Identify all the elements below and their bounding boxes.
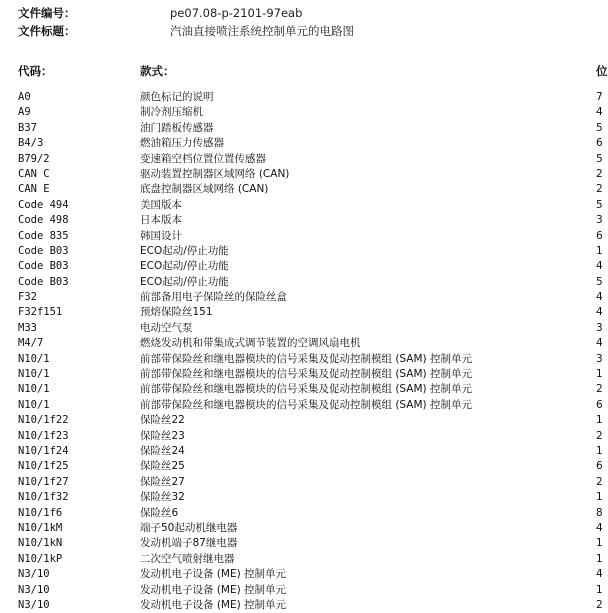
table-row	[0, 90, 603, 105]
row-code: N10/1	[18, 398, 50, 411]
table-row	[0, 152, 603, 167]
row-position: 2	[596, 429, 603, 442]
row-code: N10/1f22	[18, 414, 69, 427]
table-row	[0, 521, 603, 536]
row-code: N10/1f6	[18, 506, 63, 519]
row-description: 底盘控制器区域网络 (CAN)	[140, 183, 269, 196]
row-description: 发动机电子设备 (ME) 控制单元	[140, 583, 287, 596]
row-description: 预熔保险丝151	[140, 306, 213, 319]
row-description: 前部带保险丝和继电器模块的信号采集及促动控制模组 (SAM) 控制单元	[140, 352, 472, 365]
row-description: 前部带保险丝和继电器模块的信号采集及促动控制模组 (SAM) 控制单元	[140, 398, 472, 411]
doc-number-label: 文件编号：	[18, 6, 76, 20]
row-description: 保险丝6	[140, 506, 179, 519]
row-description: 韩国设计	[140, 229, 182, 242]
row-position: 3	[596, 352, 603, 365]
component-list	[0, 90, 603, 613]
row-code: B4/3	[18, 137, 44, 150]
table-row	[0, 321, 603, 336]
row-code: N10/1kM	[18, 521, 63, 534]
row-code: B37	[18, 121, 37, 134]
row-code: Code B03	[18, 244, 69, 257]
row-code: N3/10	[18, 583, 50, 596]
table-row	[0, 259, 603, 274]
table-row	[0, 229, 603, 244]
table-row	[0, 382, 603, 397]
table-row	[0, 305, 603, 320]
row-description: 电动空气泵	[140, 321, 193, 334]
row-description: 保险丝24	[140, 444, 185, 457]
row-code: M4/7	[18, 337, 44, 350]
row-code: Code 835	[18, 229, 69, 242]
table-row	[0, 290, 603, 305]
row-description: 油门踏板传感器	[140, 121, 214, 134]
row-position: 1	[596, 552, 603, 565]
row-description: 前部带保险丝和继电器模块的信号采集及促动控制模组 (SAM) 控制单元	[140, 383, 472, 396]
table-row	[0, 583, 603, 598]
row-description: 发动机电子设备 (ME) 控制单元	[140, 598, 287, 611]
doc-title-value: 汽油直接喷注系统控制单元的电路图	[170, 24, 354, 38]
row-description: 保险丝23	[140, 429, 185, 442]
row-description: 保险丝25	[140, 460, 185, 473]
row-description: 前部带保险丝和继电器模块的信号采集及促动控制模组 (SAM) 控制单元	[140, 368, 472, 381]
row-position: 1	[596, 244, 603, 257]
row-code: N10/1kP	[18, 552, 63, 565]
row-position: 1	[596, 414, 603, 427]
table-row	[0, 167, 603, 182]
row-description: 发动机端子87继电器	[140, 537, 238, 550]
row-code: CAN C	[18, 167, 50, 180]
row-description: 端子50起动机继电器	[140, 521, 238, 534]
row-position: 3	[596, 321, 603, 334]
row-description: 燃烧发动机和带集成式调节装置的空调风扇电机	[140, 337, 361, 350]
row-code: N3/10	[18, 598, 50, 611]
row-code: N10/1f25	[18, 460, 69, 473]
table-row	[0, 244, 603, 259]
row-code: Code 498	[18, 214, 69, 227]
table-row	[0, 136, 603, 151]
row-position: 5	[596, 121, 603, 134]
table-row	[0, 182, 603, 197]
column-header-position: 位	[596, 64, 608, 78]
row-description: ECO起动/停止功能	[140, 260, 229, 273]
row-position: 2	[596, 383, 603, 396]
row-code: F32	[18, 291, 37, 304]
table-row	[0, 429, 603, 444]
row-position: 2	[596, 183, 603, 196]
column-header-description: 款式：	[140, 64, 175, 78]
row-code: Code B03	[18, 260, 69, 273]
row-position: 4	[596, 260, 603, 273]
row-position: 4	[596, 306, 603, 319]
row-description: ECO起动/停止功能	[140, 275, 229, 288]
row-position: 6	[596, 229, 603, 242]
row-description: 颜色标记的说明	[140, 91, 214, 103]
row-position: 5	[596, 198, 603, 211]
row-position: 5	[596, 275, 603, 288]
table-row	[0, 367, 603, 382]
table-row	[0, 336, 603, 351]
row-code: Code B03	[18, 275, 69, 288]
row-code: B79/2	[18, 152, 50, 165]
row-description: 变速箱空档位置位置传感器	[140, 152, 266, 165]
row-code: F32f151	[18, 306, 63, 319]
row-position: 1	[596, 491, 603, 504]
row-code: N10/1f32	[18, 491, 69, 504]
row-description: 保险丝32	[140, 491, 185, 504]
row-position: 1	[596, 368, 603, 381]
row-description: 驱动装置控制器区域网络 (CAN)	[140, 167, 290, 180]
row-position: 4	[596, 106, 603, 119]
table-row	[0, 506, 603, 521]
row-position: 5	[596, 152, 603, 165]
row-position: 1	[596, 583, 603, 596]
row-position: 6	[596, 137, 603, 150]
table-row	[0, 398, 603, 413]
row-code: N10/1kN	[18, 537, 63, 550]
row-code: N10/1	[18, 383, 50, 396]
row-position: 7	[596, 91, 603, 103]
table-row	[0, 121, 603, 136]
row-description: 前部备用电子保险丝的保险丝盒	[140, 291, 287, 304]
table-row	[0, 105, 603, 120]
row-description: 保险丝27	[140, 475, 185, 488]
row-description: 制冷剂压缩机	[140, 106, 203, 119]
row-description: 发动机电子设备 (ME) 控制单元	[140, 568, 287, 581]
row-code: CAN E	[18, 183, 50, 196]
row-position: 6	[596, 460, 603, 473]
row-position: 1	[596, 444, 603, 457]
row-position: 4	[596, 291, 603, 304]
row-position: 2	[596, 167, 603, 180]
table-row	[0, 413, 603, 428]
row-description: 美国版本	[140, 198, 182, 211]
row-position: 8	[596, 506, 603, 519]
table-row	[0, 567, 603, 582]
table-row	[0, 352, 603, 367]
row-description: 保险丝22	[140, 414, 185, 427]
row-position: 1	[596, 537, 603, 550]
doc-number-value: pe07.08-p-2101-97eab	[170, 6, 303, 20]
row-position: 3	[596, 214, 603, 227]
table-row	[0, 490, 603, 505]
row-position: 2	[596, 475, 603, 488]
column-header-code: 代码：	[18, 64, 53, 78]
row-description: ECO起动/停止功能	[140, 244, 229, 257]
row-code: N10/1	[18, 352, 50, 365]
row-position: 4	[596, 521, 603, 534]
table-row	[0, 475, 603, 490]
row-code: N3/10	[18, 568, 50, 581]
table-row	[0, 536, 603, 551]
table-row	[0, 552, 603, 567]
row-code: A0	[18, 91, 31, 103]
row-code: M33	[18, 321, 37, 334]
row-position: 6	[596, 398, 603, 411]
row-description: 二次空气喷射继电器	[140, 552, 235, 565]
table-row	[0, 598, 603, 613]
table-row	[0, 459, 603, 474]
table-row	[0, 198, 603, 213]
doc-title-label: 文件标题：	[18, 24, 76, 38]
table-row	[0, 444, 603, 459]
row-position: 4	[596, 568, 603, 581]
row-code: A9	[18, 106, 31, 119]
row-code: N10/1	[18, 368, 50, 381]
row-code: N10/1f23	[18, 429, 69, 442]
table-row	[0, 275, 603, 290]
row-description: 燃油箱压力传感器	[140, 137, 224, 150]
table-row	[0, 213, 603, 228]
row-code: Code 494	[18, 198, 69, 211]
row-code: N10/1f24	[18, 444, 69, 457]
row-description: 日本版本	[140, 214, 182, 227]
row-position: 4	[596, 337, 603, 350]
row-code: N10/1f27	[18, 475, 69, 488]
row-position: 2	[596, 598, 603, 611]
